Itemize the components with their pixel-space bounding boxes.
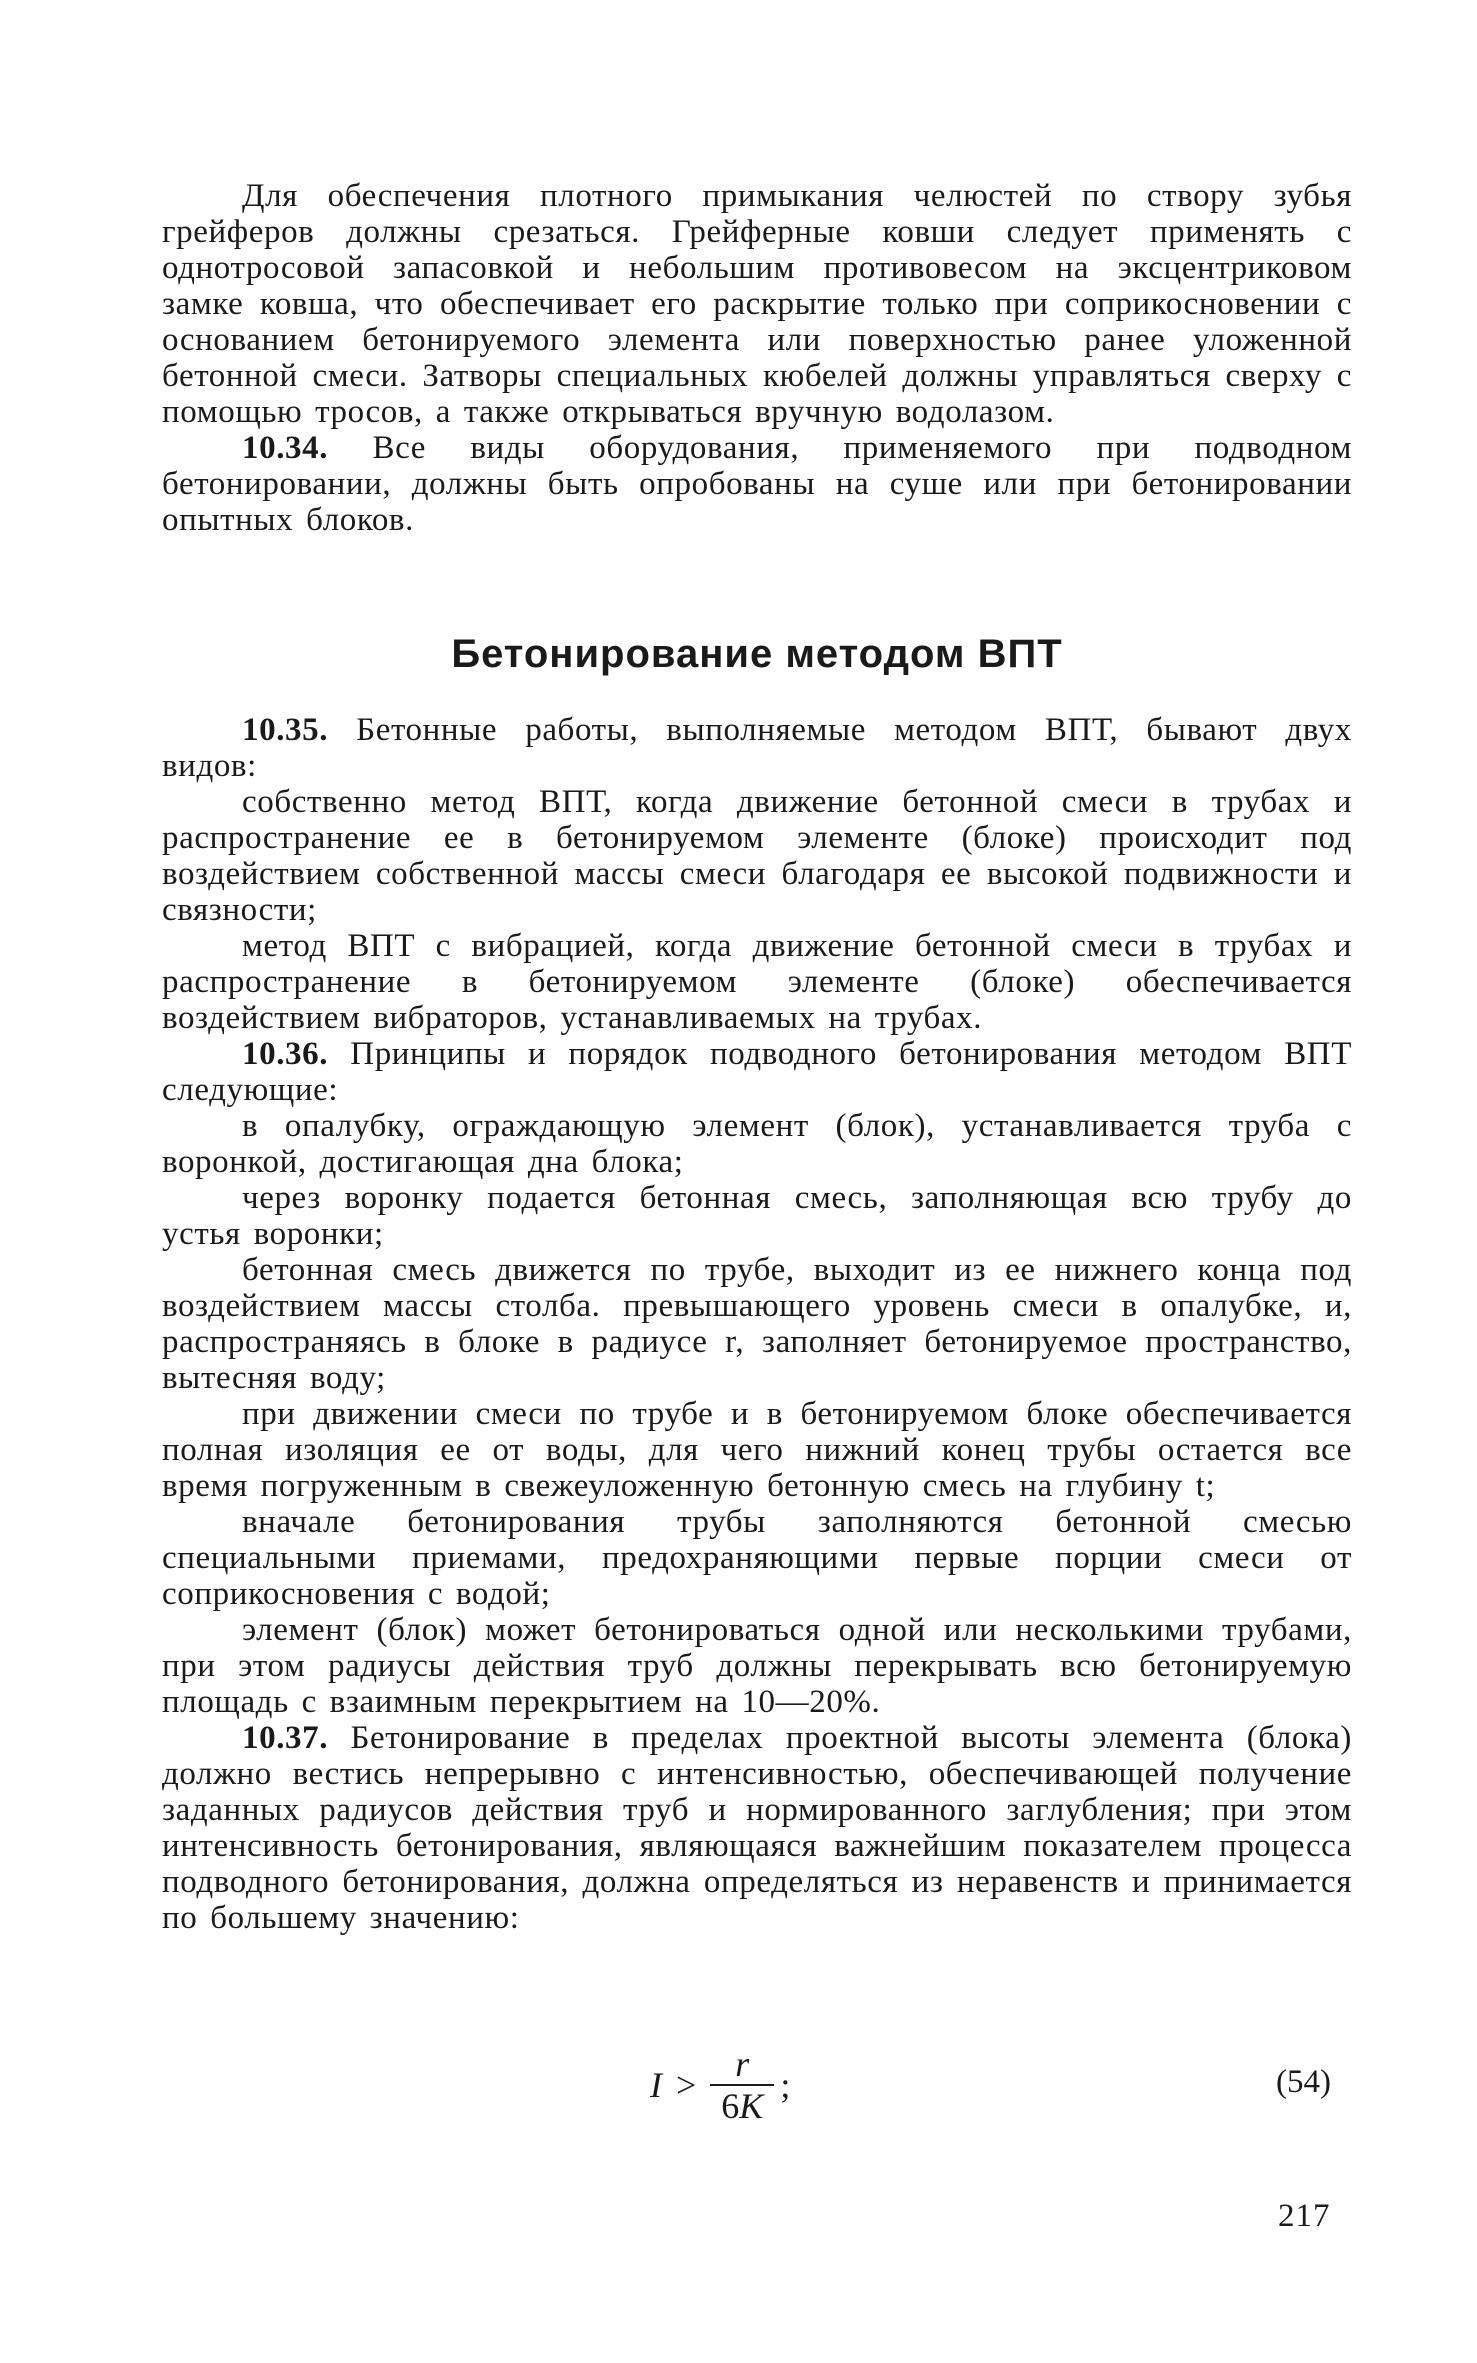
formula-fraction xyxy=(710,2044,774,2126)
main-text-block xyxy=(162,712,1352,1936)
list-item: в опалубку, ограждающую элемент (блок), устанавливается труба с воронкой, достигающая дна блока; xyxy=(162,1108,1352,1180)
list-item: при движении смеси по трубе и в бетонируемом блоке обеспечивается полная изоляция ее от воды, для чего нижний конец трубы остается все время погруженным в свежеуложенную бетонную смесь на глубину t; xyxy=(162,1396,1352,1504)
list-item: через воронку подается бетонная смесь, заполняющая всю трубу до устья воронки; xyxy=(162,1180,1352,1252)
paragraph-10-35: 10.35. Бетонные работы, выполняемые методом ВПТ, бывают двух видов: xyxy=(162,712,1352,784)
formula-denominator: 6K xyxy=(721,2086,764,2126)
list-item: вначале бетонирования трубы заполняются бетонной смесью специальными приемами, предохраняющими первые порции смеси от соприкосновения с водой; xyxy=(162,1504,1352,1612)
section-heading: Бетонирование методом ВПТ xyxy=(451,632,1063,676)
formula-relation: > xyxy=(676,2065,697,2105)
formula-lhs: I xyxy=(650,2065,662,2105)
page-number: 217 xyxy=(1278,2198,1331,2234)
list-item: элемент (блок) может бетонироваться одной или несколькими трубами, при этом радиусы действия труб должны перекрывать всю бетонируемую площадь с взаимным перекрытием на 10—20%. xyxy=(162,1612,1352,1720)
clause-number: 10.36. xyxy=(242,1036,329,1072)
paragraph-10-34: 10.34. Все виды оборудования, применяемого при подводном бетонировании, должны быть опробованы на суше или при бетонировании опытных блоков. xyxy=(162,430,1352,538)
formula-numerator: r xyxy=(735,2044,750,2084)
clause-number: 10.35. xyxy=(242,712,329,748)
formula-54 xyxy=(650,2040,790,2130)
clause-number: 10.34. xyxy=(242,430,329,466)
list-item: бетонная смесь движется по трубе, выходит из ее нижнего конца под воздействием массы столба. превышающего уровень смеси в опалубке, и, распространяясь в блоке в радиусе r, заполняет бетонируемое пространство, вытесняя воду; xyxy=(162,1252,1352,1396)
paragraph-10-37: 10.37. Бетонирование в пределах проектной высоты элемента (блока) должно вестись непрерывно с интенсивностью, обеспечивающей получение заданных радиусов действия труб и нормированного заглубления; при этом интенсивность бетонирования, являющаяся важнейшим показателем процесса подводного бетонирования, должна определяться из неравенств и принимается по большему значению: xyxy=(162,1720,1352,1936)
paragraph-10-36: 10.36. Принципы и порядок подводного бетонирования методом ВПТ следующие: xyxy=(162,1036,1352,1108)
list-item: собственно метод ВПТ, когда движение бетонной смеси в трубах и распространение ее в бетонируемом элементе (блоке) происходит под воздействием собственной массы смеси благодаря ее высокой подвижности и связности; xyxy=(162,784,1352,928)
clause-number: 10.37. xyxy=(242,1720,329,1756)
formula-terminator: ; xyxy=(780,2065,791,2105)
list-item: метод ВПТ с вибрацией, когда движение бетонной смеси в трубах и распространение в бетонируемом элементе (блоке) обеспечивается воздействием вибраторов, устанавливаемых на трубах. xyxy=(162,928,1352,1036)
paragraph: Для обеспечения плотного примыкания челюстей по створу зубья грейферов должны срезаться. Грейферные ковши следует применять с однотросовой запасовкой и небольшим противовесом на эксцентриковом замке ковша, что обеспечивает его раскрытие только при соприкосновении с основанием бетонируемого элемента или поверхностью ранее уложенной бетонной смеси. Затворы специальных кюбелей должны управляться сверху с помощью тросов, а также открываться вручную водолазом. xyxy=(162,178,1352,430)
equation-number: (54) xyxy=(1276,2064,1331,2100)
top-text-block xyxy=(162,178,1352,538)
